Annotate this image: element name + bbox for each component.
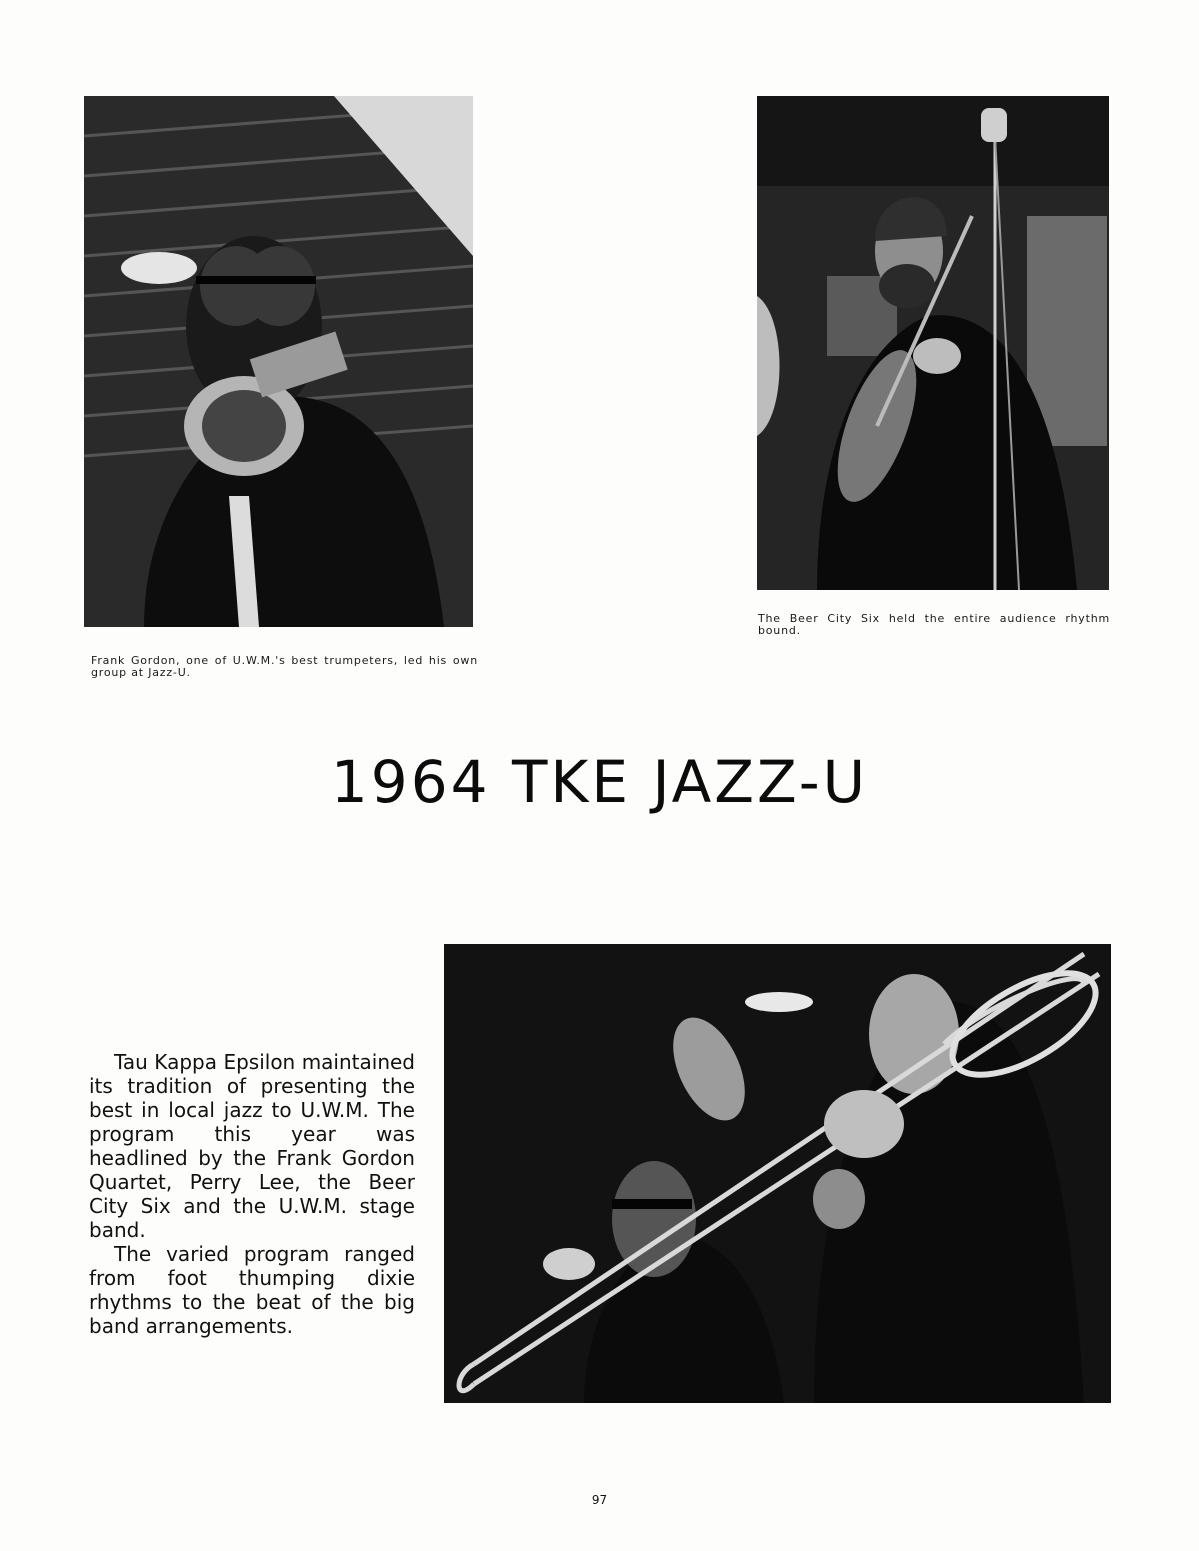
page-title: 1964 TKE JAZZ-U [330, 748, 869, 816]
trumpeter-photo [84, 96, 473, 627]
banjo-photo [757, 96, 1109, 590]
trombone-photo [444, 944, 1111, 1403]
page-number: 97 [591, 1493, 608, 1507]
body-paragraph-1: Tau Kappa Epsilon maintained its tradition of presenting the best in local jazz to U.W.M. The program this year was headlined by the Frank Gordon Quartet, Perry Lee, the Beer City Six and the U.W.M. stage band. [89, 1050, 415, 1242]
banjo-caption: The Beer City Six held the entire audience rhythm bound. [758, 612, 1110, 637]
trumpeter-caption: Frank Gordon, one of U.W.M.'s best trumpeters, led his own group at Jazz-U. [91, 654, 478, 679]
article-body [89, 1050, 415, 1338]
body-paragraph-2: The varied program ranged from foot thumping dixie rhythms to the beat of the big band arrangements. [89, 1242, 415, 1338]
